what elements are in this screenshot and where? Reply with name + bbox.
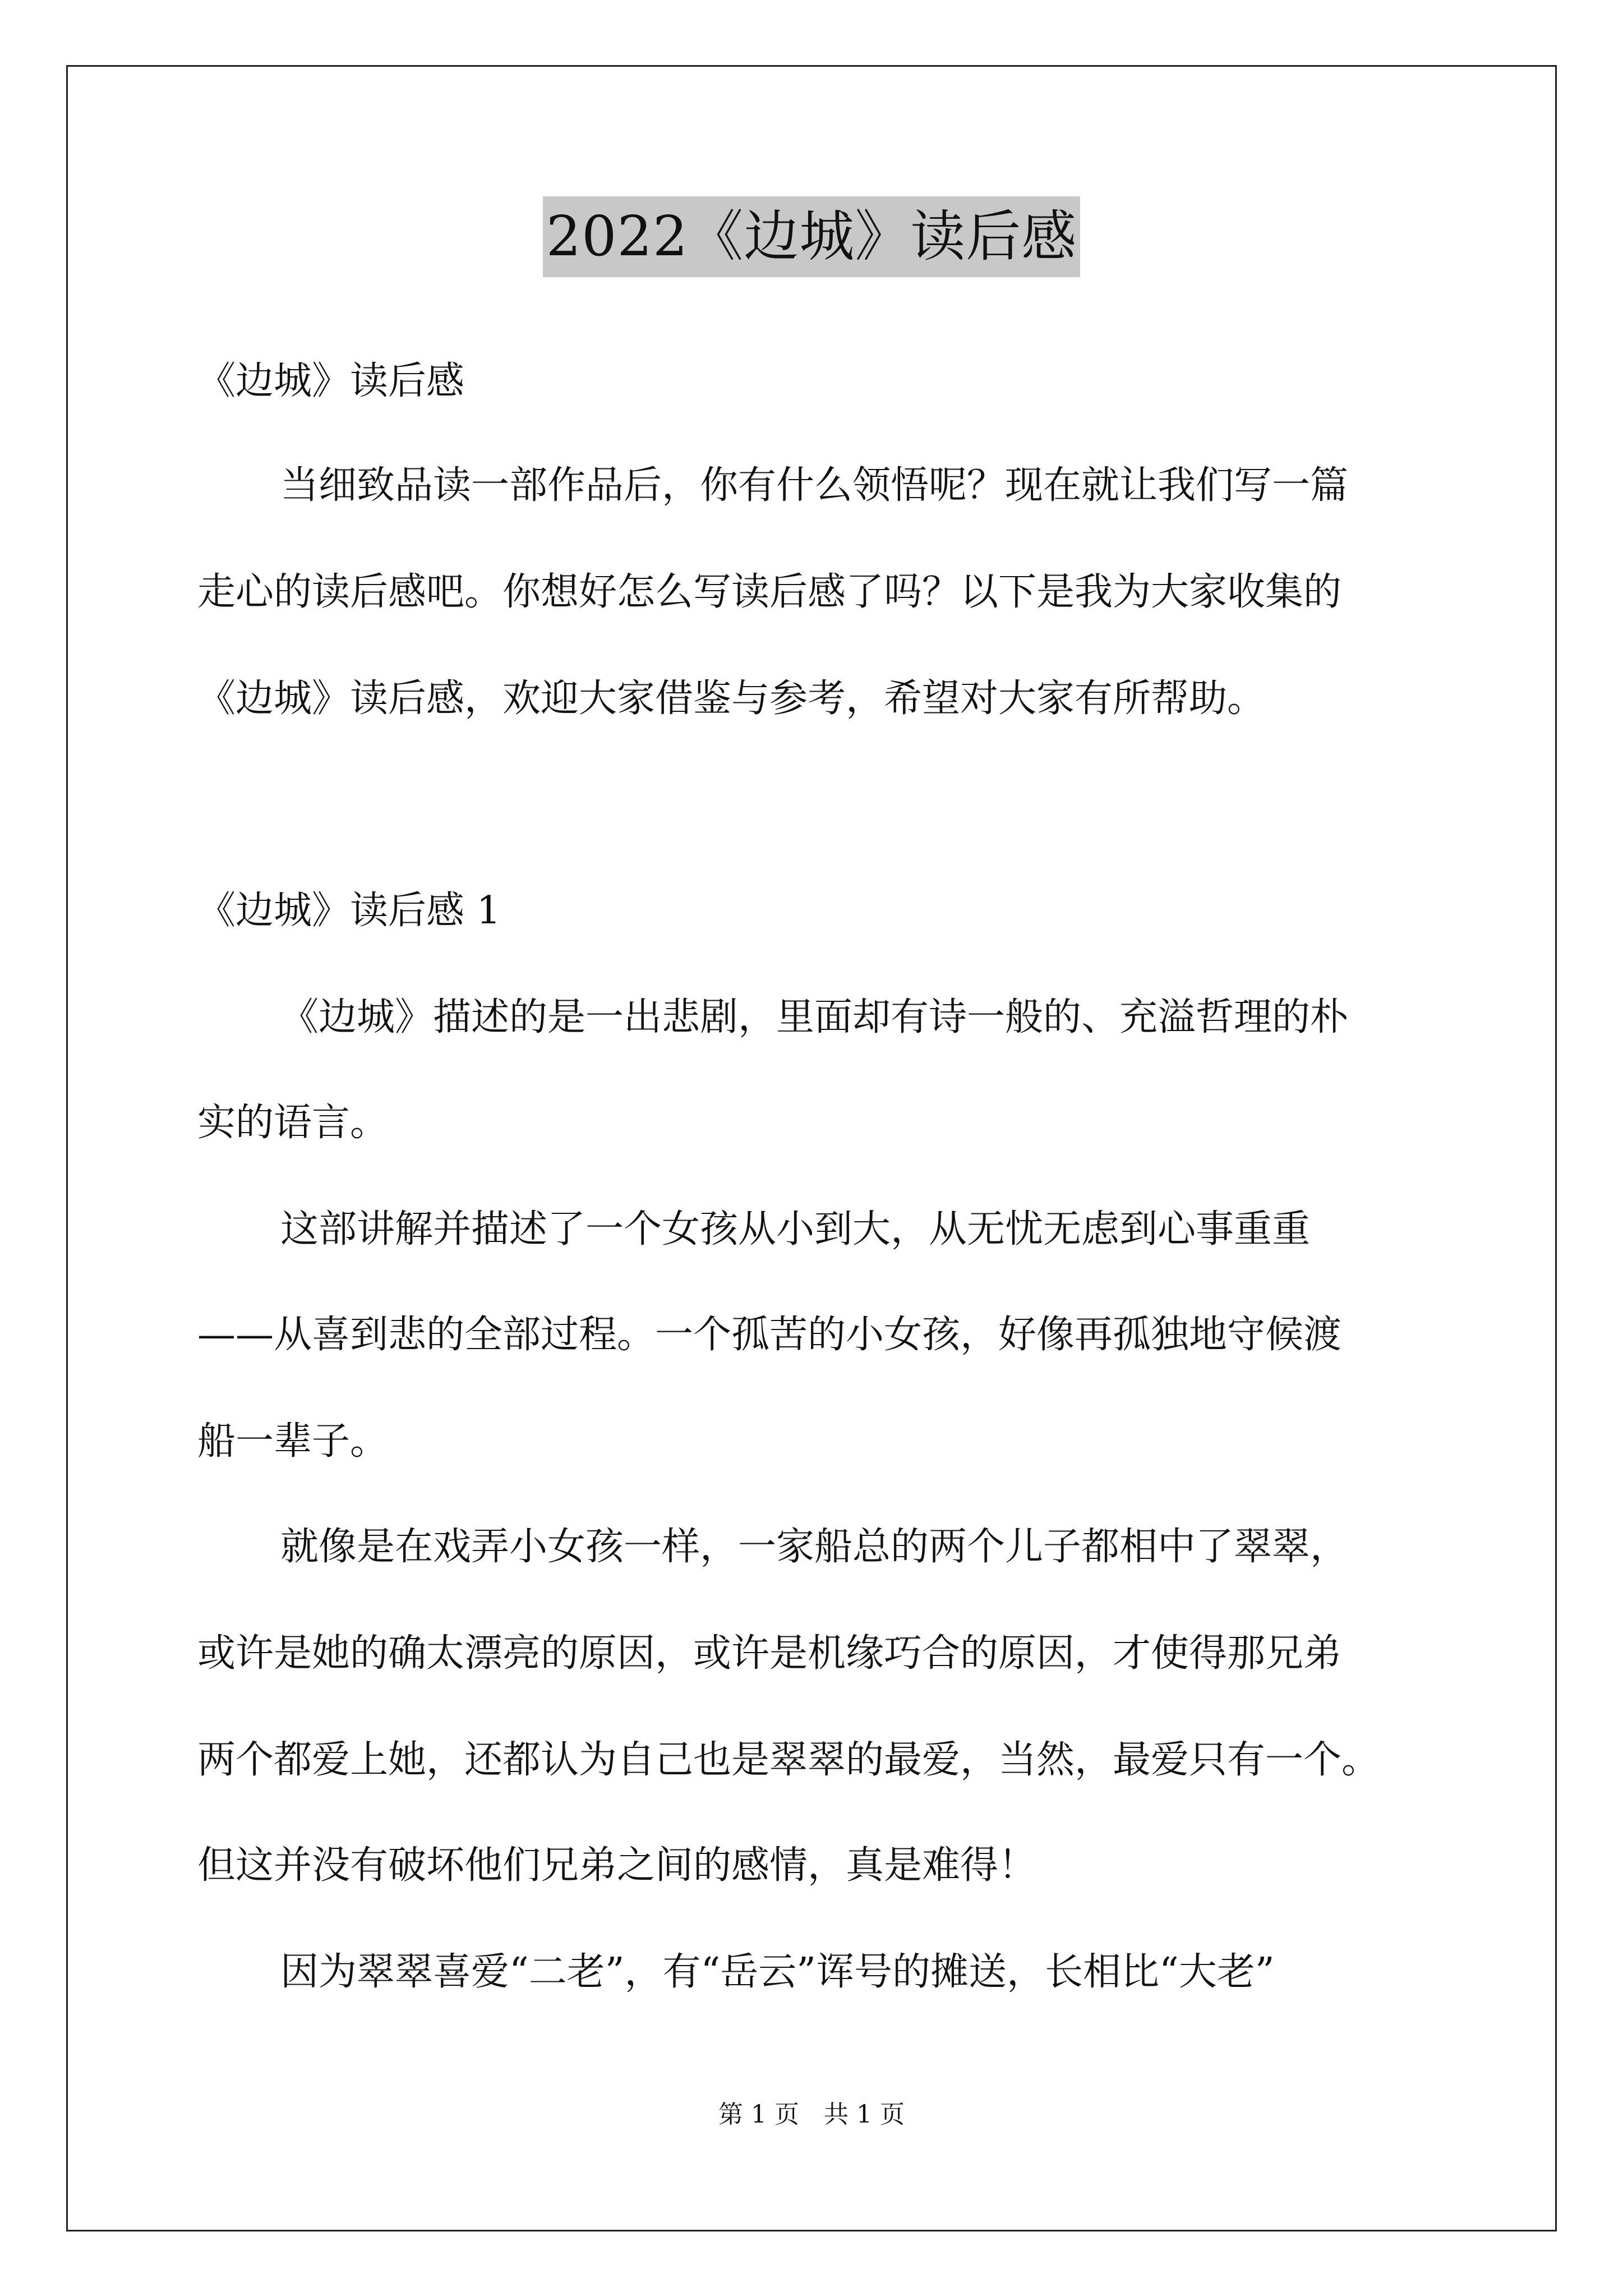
section-heading: 《边城》读后感: [197, 359, 465, 403]
document-title: 2022《边城》读后感: [543, 196, 1080, 277]
paragraph-line: 《边城》描述的是一出悲剧，里面却有诗一般的、充溢哲理的朴: [280, 995, 1349, 1039]
page-footer: 第 1 页 共 1 页: [718, 2100, 905, 2129]
paragraph-line: 《边城》读后感，欢迎大家借鉴与参考，希望对大家有所帮助。: [197, 677, 1266, 721]
paragraph-line: 实的语言。: [197, 1101, 389, 1145]
paragraph-line: 两个都爱上她，还都认为自己也是翠翠的最爱，当然，最爱只有一个。: [197, 1738, 1380, 1782]
paragraph-line: 走心的读后感吧。你想好怎么写读后感了吗？以下是我为大家收集的: [197, 570, 1342, 614]
section-heading: 《边城》读后感 1: [197, 889, 501, 933]
paragraph-line: ——从喜到悲的全部过程。一个孤苦的小女孩，好像再孤独地守候渡: [197, 1313, 1342, 1357]
paragraph-line: 船一辈子。: [197, 1419, 389, 1464]
paragraph-line: 或许是她的确太漂亮的原因，或许是机缘巧合的原因，才使得那兄弟: [197, 1631, 1342, 1676]
paragraph-line: 当细致品读一部作品后，你有什么领悟呢？现在就让我们写一篇: [280, 463, 1349, 508]
paragraph-line: 就像是在戏弄小女孩一样，一家船总的两个儿子都相中了翠翠，: [280, 1525, 1349, 1569]
title-container: [0, 196, 1623, 277]
paragraph-line: 这部讲解并描述了一个女孩从小到大，从无忧无虑到心事重重: [280, 1207, 1311, 1251]
paragraph-line: 但这并没有破坏他们兄弟之间的感情，真是难得！: [197, 1843, 1037, 1888]
paragraph-line: 因为翠翠喜爱“二老”，有“岳云”诨号的摊送，长相比“大老”: [280, 1950, 1275, 1994]
